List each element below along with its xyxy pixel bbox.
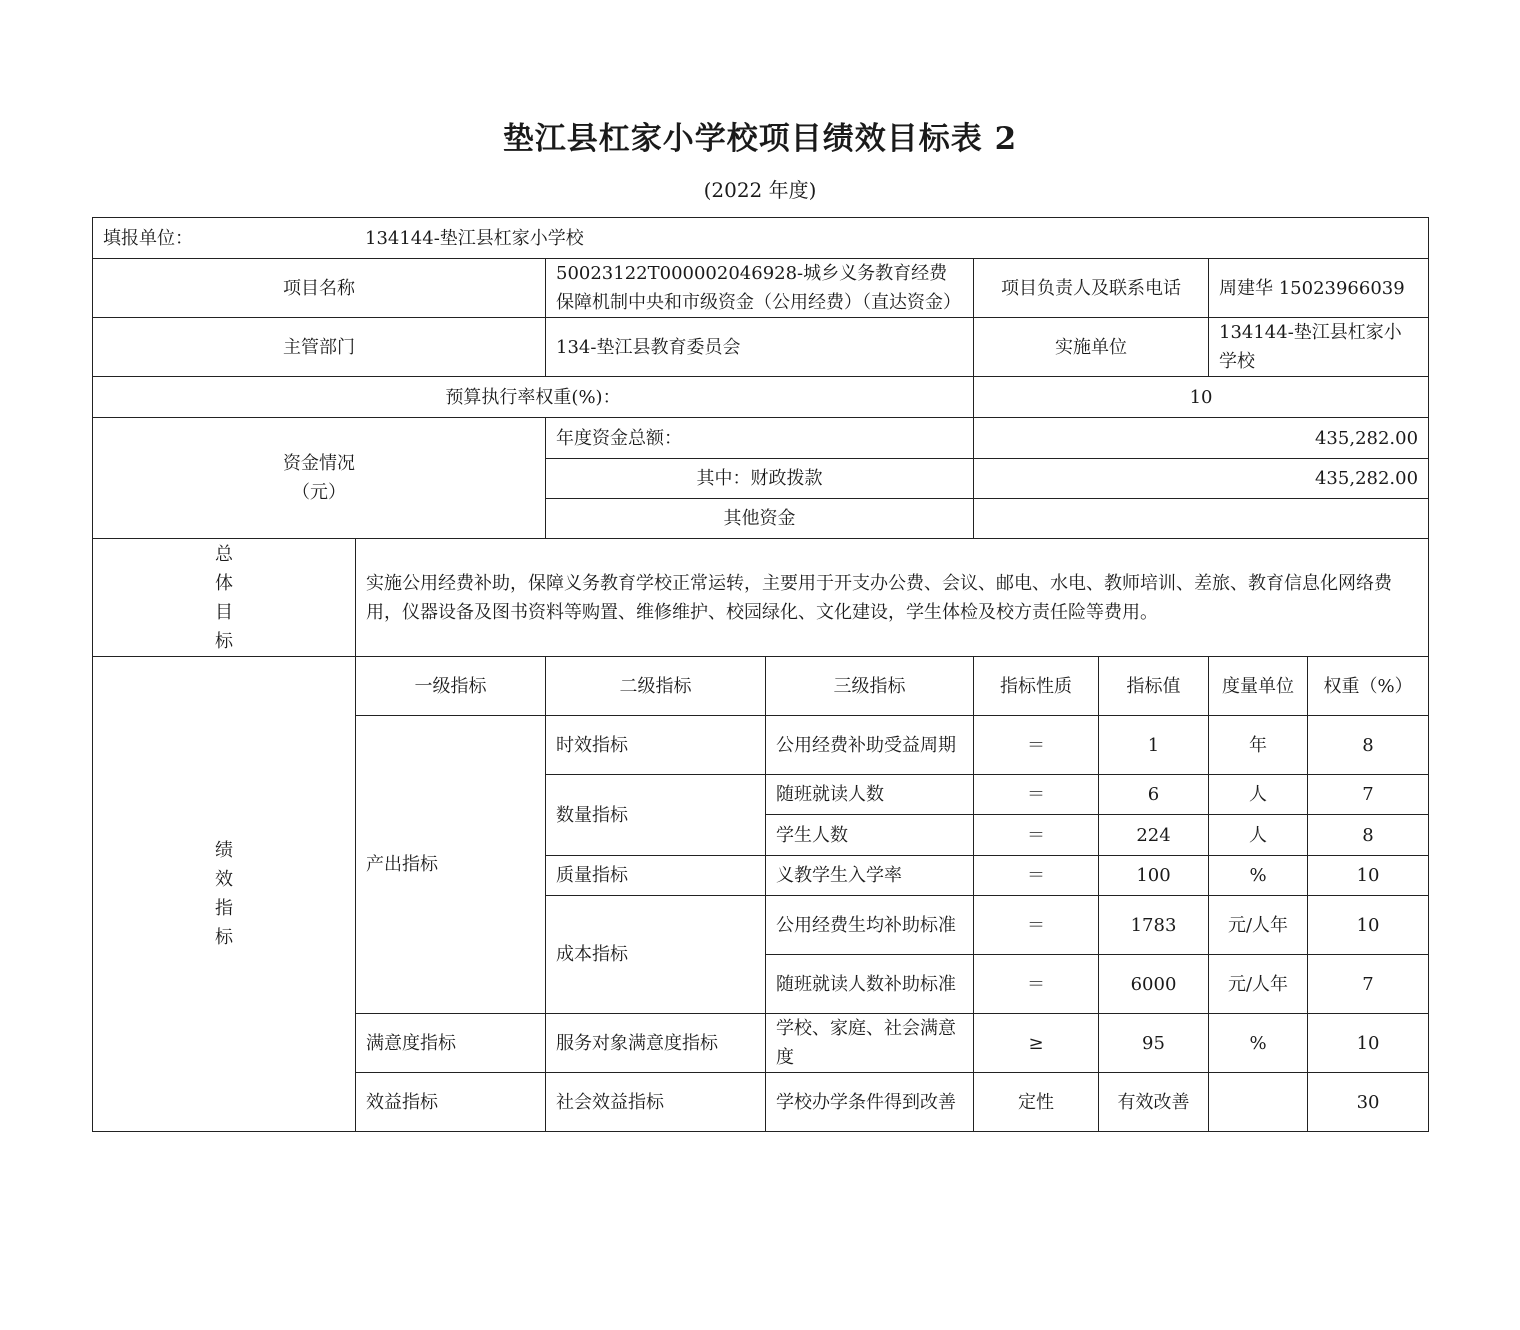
indicator-value: 有效改善	[1099, 1073, 1209, 1132]
header-level1: 一级指标	[356, 657, 546, 716]
funds-label-line1: 资金情况	[283, 453, 355, 474]
header-nature: 指标性质	[974, 657, 1099, 716]
reporting-unit-value: 134144-垫江县杠家小学校	[365, 227, 584, 249]
funds-other-value	[974, 499, 1429, 539]
indicator-value: 6000	[1099, 955, 1209, 1014]
reporting-unit-cell	[93, 218, 1429, 259]
level1-output: 产出指标	[356, 716, 546, 1014]
unit-row	[93, 218, 1429, 259]
indicator-weight: 7	[1308, 955, 1429, 1014]
level2-service-satisfaction: 服务对象满意度指标	[546, 1014, 766, 1073]
indicator-value: 95	[1099, 1014, 1209, 1073]
performance-indicator-char: 绩	[215, 840, 233, 861]
performance-indicator-char: 效	[215, 869, 233, 890]
indicator-unit: 元/人年	[1209, 896, 1308, 955]
overall-goal-char: 标	[215, 630, 233, 652]
indicator-unit: 元/人年	[1209, 955, 1308, 1014]
overall-goal-char: 体	[215, 572, 233, 594]
budget-weight-label: 预算执行率权重(%)：	[93, 377, 974, 418]
page-subtitle: (2022 年度)	[703, 178, 817, 202]
indicator-weight: 10	[1308, 1014, 1429, 1073]
indicator-weight: 10	[1308, 896, 1429, 955]
budget-weight-row	[93, 377, 1429, 418]
indicator-name: 随班就读人数补助标准	[766, 955, 974, 1014]
indicator-header-row	[93, 657, 1429, 716]
header-unit: 度量单位	[1209, 657, 1308, 716]
indicator-name: 学生人数	[766, 815, 974, 856]
indicator-name: 义教学生入学率	[766, 856, 974, 896]
funds-label-line2: （元）	[292, 482, 346, 503]
indicator-value: 100	[1099, 856, 1209, 896]
indicator-nature: ＝	[974, 856, 1099, 896]
funds-fiscal-value: 435,282.00	[974, 459, 1429, 499]
overall-goal-text: 实施公用经费补助，保障义务教育学校正常运转，主要用于开支办公费、会议、邮电、水电、教师培训、差旅、教育信息化网络费用，仪器设备及图书资料等购置、维修维护、校园绿化、文化建设，学生体检及校方责任险等费用。	[356, 539, 1429, 657]
indicator-name: 公用经费补助受益周期	[766, 716, 974, 775]
header-level3: 三级指标	[766, 657, 974, 716]
funds-total-value: 435,282.00	[974, 418, 1429, 459]
indicator-nature: ＝	[974, 955, 1099, 1014]
funds-other-label: 其他资金	[546, 499, 974, 539]
implementing-unit-label: 实施单位	[974, 318, 1209, 377]
level2-cost: 成本指标	[546, 896, 766, 1014]
project-contact-value: 周建华 15023966039	[1209, 259, 1429, 318]
funds-total-label: 年度资金总额：	[546, 418, 974, 459]
indicator-name: 随班就读人数	[766, 775, 974, 815]
performance-indicator-char: 指	[215, 898, 233, 919]
indicator-nature: ＝	[974, 815, 1099, 856]
indicator-weight: 8	[1308, 716, 1429, 775]
indicator-value: 6	[1099, 775, 1209, 815]
indicator-name: 学校办学条件得到改善	[766, 1073, 974, 1132]
funds-total-row	[93, 418, 1429, 459]
level2-social-benefit: 社会效益指标	[546, 1073, 766, 1132]
indicator-weight: 8	[1308, 815, 1429, 856]
level1-satisfaction: 满意度指标	[356, 1014, 546, 1073]
performance-goal-table	[92, 217, 1429, 1132]
indicator-weight: 10	[1308, 856, 1429, 896]
indicator-unit	[1209, 1073, 1308, 1132]
indicator-weight: 30	[1308, 1073, 1429, 1132]
indicator-value: 1	[1099, 716, 1209, 775]
indicator-unit: 人	[1209, 775, 1308, 815]
header-weight: 权重（%）	[1308, 657, 1429, 716]
department-label: 主管部门	[93, 318, 546, 377]
project-name-row	[93, 259, 1429, 318]
overall-goal-label	[93, 539, 356, 657]
indicator-nature: 定性	[974, 1073, 1099, 1132]
project-name-value: 50023122T000002046928-城乡义务教育经费保障机制中央和市级资金（公用经费）（直达资金）	[546, 259, 974, 318]
level2-quality: 质量指标	[546, 856, 766, 896]
indicator-value: 1783	[1099, 896, 1209, 955]
indicator-unit: %	[1209, 856, 1308, 896]
indicator-value: 224	[1099, 815, 1209, 856]
funds-fiscal-label: 其中：财政拨款	[546, 459, 974, 499]
project-name-label: 项目名称	[93, 259, 546, 318]
level2-timeliness: 时效指标	[546, 716, 766, 775]
performance-indicator-char: 标	[215, 927, 233, 948]
indicator-unit: 人	[1209, 815, 1308, 856]
indicator-unit: %	[1209, 1014, 1308, 1073]
implementing-unit-value: 134144-垫江县杠家小学校	[1209, 318, 1429, 377]
indicator-weight: 7	[1308, 775, 1429, 815]
page-title: 垫江县杠家小学校项目绩效目标表 2	[502, 121, 1018, 157]
header-value: 指标值	[1099, 657, 1209, 716]
overall-goal-char: 目	[215, 601, 233, 623]
indicator-name: 公用经费生均补助标准	[766, 896, 974, 955]
indicator-unit: 年	[1209, 716, 1308, 775]
project-contact-label: 项目负责人及联系电话	[974, 259, 1209, 318]
level2-quantity: 数量指标	[546, 775, 766, 856]
indicator-nature: ≥	[974, 1014, 1099, 1073]
overall-goal-row	[93, 539, 1429, 657]
header-level2: 二级指标	[546, 657, 766, 716]
indicator-nature: ＝	[974, 775, 1099, 815]
indicator-nature: ＝	[974, 896, 1099, 955]
reporting-unit-label: 填报单位：	[103, 227, 193, 249]
indicator-name: 学校、家庭、社会满意度	[766, 1014, 974, 1073]
indicator-nature: ＝	[974, 716, 1099, 775]
overall-goal-char: 总	[215, 543, 233, 565]
level1-benefit: 效益指标	[356, 1073, 546, 1132]
performance-indicator-label	[93, 657, 356, 1132]
budget-weight-value: 10	[974, 377, 1429, 418]
department-row	[93, 318, 1429, 377]
department-value: 134-垫江县教育委员会	[546, 318, 974, 377]
funds-label	[93, 418, 546, 539]
